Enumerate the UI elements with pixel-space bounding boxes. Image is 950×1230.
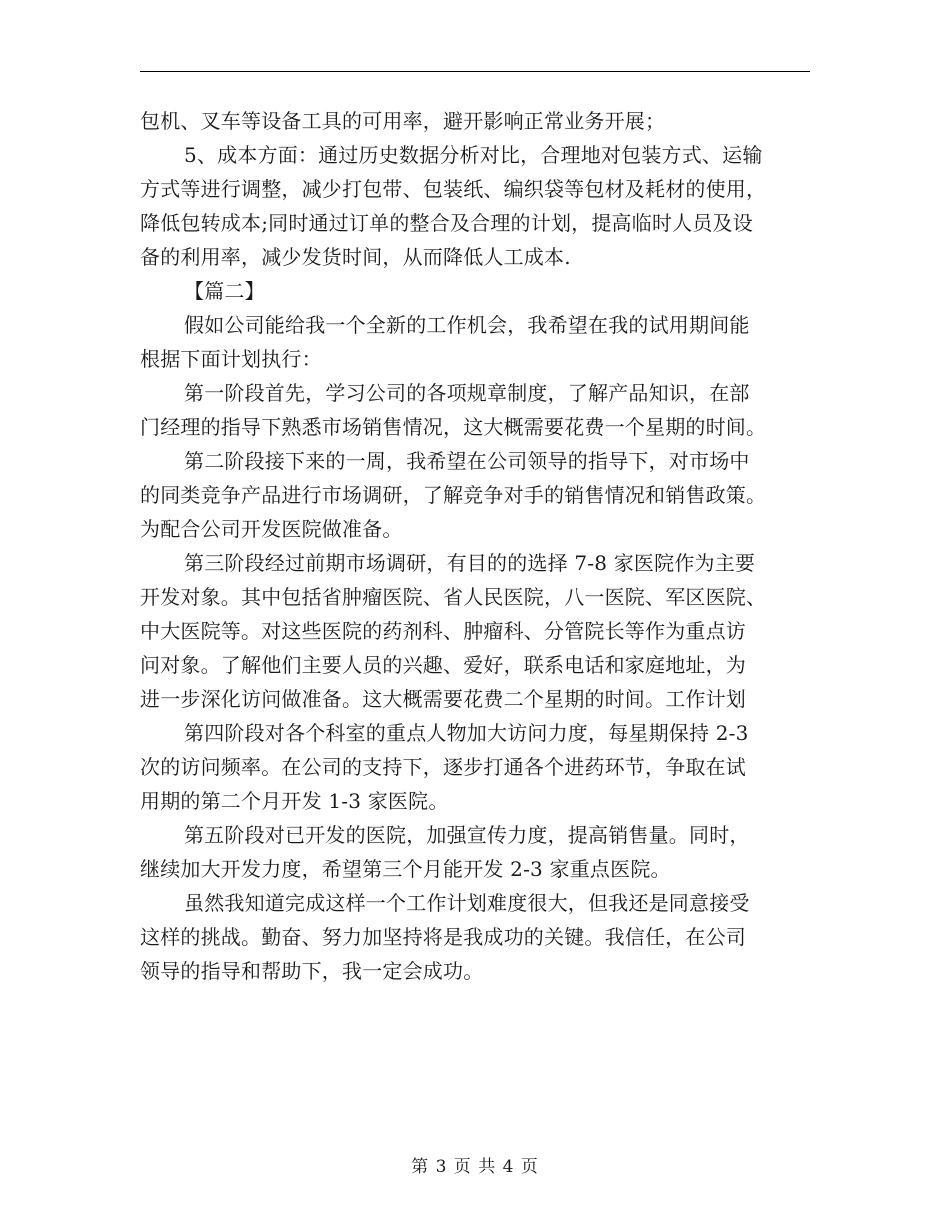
text-line: 包机、叉车等设备工具的可用率，避开影响正常业务开展；	[140, 109, 666, 133]
text-line: 第三阶段经过前期市场调研，有目的的选择 7-8 家医院作为主要	[184, 551, 756, 575]
text-line: 第二阶段接下来的一周，我希望在公司领导的指导下，对市场中	[184, 449, 750, 473]
text-line: 门经理的指导下熟悉市场销售情况，这大概需要花费一个星期的时间。	[140, 415, 767, 439]
header-rule	[140, 71, 810, 72]
text-line: 5、成本方面：通过历史数据分析对比，合理地对包装方式、运输	[184, 143, 763, 167]
text-line: 继续加大开发力度，希望第三个月能开发 2-3 家重点医院。	[140, 857, 671, 881]
text-line: 备的利用率，减少发货时间，从而降低人工成本.	[140, 245, 571, 269]
text-line: 第一阶段首先，学习公司的各项规章制度，了解产品知识，在部	[184, 381, 750, 405]
page-footer: 第 3 页 共 4 页	[411, 1157, 539, 1177]
text-line: 进一步深化访问做准备。这大概需要花费二个星期的时间。工作计划	[140, 687, 746, 711]
text-line: 开发对象。其中包括省肿瘤医院、省人民医院，八一医院、军区医院、	[140, 585, 767, 609]
text-line: 的同类竞争产品进行市场调研，了解竞争对手的销售情况和销售政策。	[140, 483, 767, 507]
text-line: 领导的指导和帮助下，我一定会成功。	[140, 959, 484, 983]
text-line: 根据下面计划执行：	[140, 347, 322, 371]
text-line: 【篇二】	[184, 279, 265, 303]
text-line: 次的访问频率。在公司的支持下，逐步打通各个进药环节，争取在试	[140, 755, 746, 779]
text-line: 第五阶段对已开发的医院，加强宣传力度，提高销售量。同时，	[184, 823, 750, 847]
text-line: 降低包转成本;同时通过订单的整合及合理的计划，提高临时人员及设	[140, 211, 753, 235]
text-line: 方式等进行调整，减少打包带、包装纸、编织袋等包材及耗材的使用，	[140, 177, 767, 201]
text-line: 第四阶段对各个科室的重点人物加大访问力度，每星期保持 2-3	[184, 721, 749, 745]
text-line: 问对象。了解他们主要人员的兴趣、爱好，联系电话和家庭地址，为	[140, 653, 746, 677]
text-line: 这样的挑战。勤奋、努力加坚持将是我成功的关键。我信任，在公司	[140, 925, 746, 949]
text-line: 用期的第二个月开发 1-3 家医院。	[140, 789, 449, 813]
text-line: 假如公司能给我一个全新的工作机会，我希望在我的试用期间能	[184, 313, 750, 337]
text-line: 虽然我知道完成这样一个工作计划难度很大，但我还是同意接受	[184, 891, 750, 915]
document-body	[140, 104, 812, 988]
text-line: 中大医院等。对这些医院的药剂科、肿瘤科、分管院长等作为重点访	[140, 619, 746, 643]
text-line: 为配合公司开发医院做准备。	[140, 517, 403, 541]
